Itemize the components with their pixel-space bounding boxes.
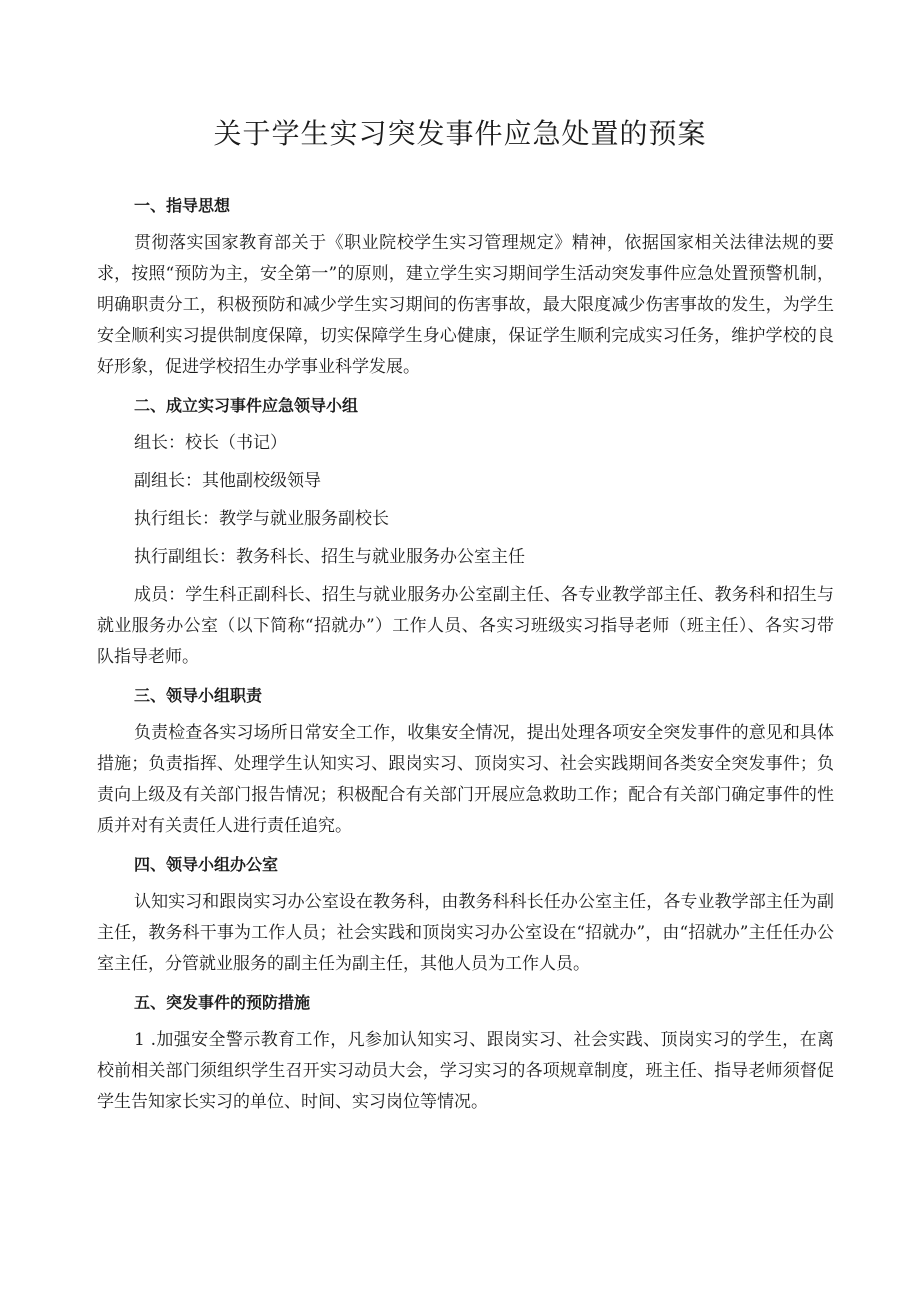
leader-line: 执行副组长：教务科长、招生与就业服务办公室主任 <box>134 547 525 567</box>
section-heading: 二、成立实习事件应急领导小组 <box>134 396 359 415</box>
section-paragraph: 贯彻落实国家教育部关于《职业院校学生实习管理规定》精神，依据国家相关法律法规的要求，按照“预防为主，安全第一”的原则，建立学生实习期间学生活动突发事件应急处置预警机制，明确职责分工，积极预防和减少学生实习期间的伤害事故，最大限度减少伤害事故的发生，为学生安全顺利实习提供制度保障，切实保障学生身心健康，保证学生顺利完成实习任务，维护学校的良好形象，促进学校招生办学事业科学发展。 <box>97 233 834 377</box>
section-paragraph: 负责检查各实习场所日常安全工作，收集安全情况，提出处理各项安全突发事件的意见和具体措施；负责指挥、处理学生认知实习、跟岗实习、顶岗实习、社会实践期间各类安全突发事件；负责向上级及有关部门报告情况；积极配合有关部门开展应急救助工作；配合有关部门确定事件的性质并对有关责任人进行责任追究。 <box>97 723 834 836</box>
section-heading: 四、领导小组办公室 <box>134 855 279 874</box>
section-paragraph: 认知实习和跟岗实习办公室设在教务科，由教务科科长任办公室主任，各专业教学部主任为副主任，教务科干事为工作人员；社会实践和顶岗实习办公室设在“招就办”，由“招就办”主任任办公室主任，分管就业服务的副主任为副主任，其他人员为工作人员。 <box>97 892 834 974</box>
section-heading: 三、领导小组职责 <box>134 686 263 705</box>
document-title: 关于学生实习突发事件应急处置的预案 <box>213 117 707 150</box>
leader-line: 副组长：其他副校级领导 <box>134 471 321 491</box>
leader-line: 执行组长：教学与就业服务副校长 <box>134 509 389 529</box>
leader-line: 组长：校长（书记） <box>134 433 287 453</box>
document-body <box>97 190 834 1125</box>
section-heading: 五、突发事件的预防措施 <box>134 993 311 1012</box>
section-paragraph: 成员：学生科正副科长、招生与就业服务办公室副主任、各专业教学部主任、教务科和招生与就业服务办公室（以下简称“招就办”）工作人员、各实习班级实习指导老师（班主任）、各实习带队指导老师。 <box>97 585 834 667</box>
section-heading: 一、指导思想 <box>134 196 231 215</box>
section-paragraph: 1 .加强安全警示教育工作，凡参加认知实习、跟岗实习、社会实践、顶岗实习的学生，在离校前相关部门须组织学生召开实习动员大会，学习实习的各项规章制度，班主任、指导老师须督促学生告知家长实习的单位、时间、实习岗位等情况。 <box>97 1030 834 1112</box>
